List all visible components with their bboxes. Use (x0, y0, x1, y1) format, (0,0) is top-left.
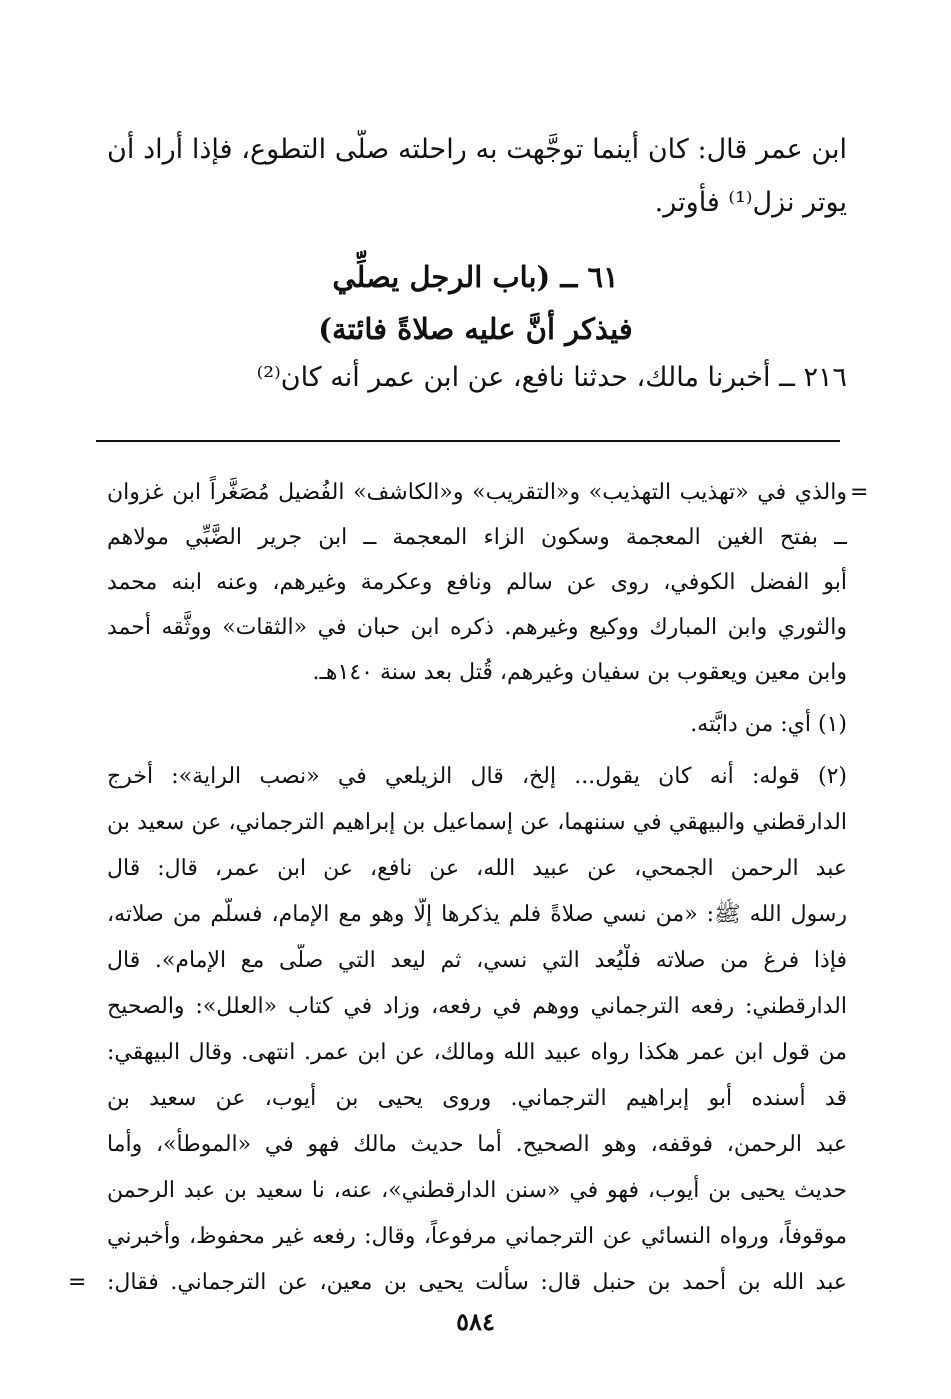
page-number: ٥٨٤ (456, 1307, 495, 1336)
footnote-2-line: الدارقطني والبيهقي في سننهما، عن إسماعيل بن إبراهيم الترجماني، عن سعيد بن (107, 810, 847, 835)
main-text-line-1: ابن عمر قال: كان أينما توجَّهت به راحلته صلَّى التطوع، فإذا أراد أن (107, 134, 847, 165)
main-text-line-2: يوتر نزل⁽¹⁾ فأوتر. (654, 187, 847, 218)
chapter-heading-line-1: ٦١ ــ (باب الرجل يصلِّي (332, 260, 619, 294)
chapter-heading-line-2: فيذكر أنَّ عليه صلاةً فائتة) (318, 312, 633, 346)
footnote-1: (١) أي: من دابَّته. (690, 712, 847, 737)
footnote-line: والثوري وابن المبارك ووكيع وغيرهم. ذكره ابن حبان في «الثقات» ووثَّقه أحمد (107, 615, 847, 640)
footnote-2-line: (٢) قوله: أنه كان يقول... إلخ، قال الزيلعي في «نصب الراية»: أخرج (107, 764, 847, 789)
footnote-2-line: من قول ابن عمر هكذا رواه عبيد الله ومالك، عن ابن عمر. انتهى. وقال البيهقي: (107, 1040, 847, 1065)
footnote-2-line: رسول الله ﷺ: «من نسي صلاةً فلم يذكرها إلَّا وهو مع الإمام، فسلَّم من صلاته، (107, 902, 847, 927)
footnote-2-line: عبد الله بن أحمد بن حنبل قال: سألت يحيى بن معين، عن الترجماني. فقال: (107, 1270, 847, 1295)
footnote-divider (96, 440, 840, 442)
footnote-line: أبو الفضل الكوفي، روى عن سالم ونافع وعكرمة وغيرهم، وعنه ابنه محمد (107, 570, 847, 595)
footnote-2-line: موقوفاً، ورواه النسائي عن الترجماني مرفوعاً، وقال: رفعه غير محفوظ، وأخبرني (107, 1224, 847, 1249)
footnote-2-line: حديث يحيى بن أيوب، فهو في «سنن الدارقطني»، عنه، نا سعيد بن عبد الرحمن (107, 1178, 847, 1203)
continuation-marker-bottom: = (68, 1270, 87, 1295)
continuation-marker-top: = (850, 480, 869, 505)
footnote-2-line: قد أسنده أبو إبراهيم الترجماني. وروى يحيى بن أيوب، عن سعيد بن (107, 1086, 847, 1111)
footnote-line: وابن معين ويعقوب بن سفيان وغيرهم، قُتل بعد سنة ١٤٠هـ. (312, 660, 847, 685)
footnote-2-line: عبد الرحمن، فوقفه، وهو الصحيح. أما حديث مالك فهو في «الموطأ»، وأما (107, 1132, 847, 1157)
hadith-216-line: ٢١٦ ــ أخبرنا مالك، حدثنا نافع، عن ابن عمر أنه كان⁽²⁾ (256, 362, 847, 393)
footnote-line: ــ بفتح الغين المعجمة وسكون الزاء المعجمة ــ ابن جرير الضَّبِّي مولاهم (107, 525, 847, 550)
footnote-line: والذي في «تهذيب التهذيب» و«التقريب» و«الكاشف» الفُضيل مُصَغَّراً ابن غزوان (107, 480, 847, 505)
footnote-2-line: الدارقطني: رفعه الترجماني ووهم في رفعه، وزاد في كتاب «العلل»: والصحيح (107, 994, 847, 1019)
footnote-2-line: فإذا فرغ من صلاته فلْيُعد التي نسي، ثم ليعد التي صلَّى مع الإمام». قال (107, 948, 847, 973)
footnote-2-line: عبد الرحمن الجمحي، عن عبيد الله، عن نافع، عن ابن عمر، قال: قال (107, 856, 847, 881)
